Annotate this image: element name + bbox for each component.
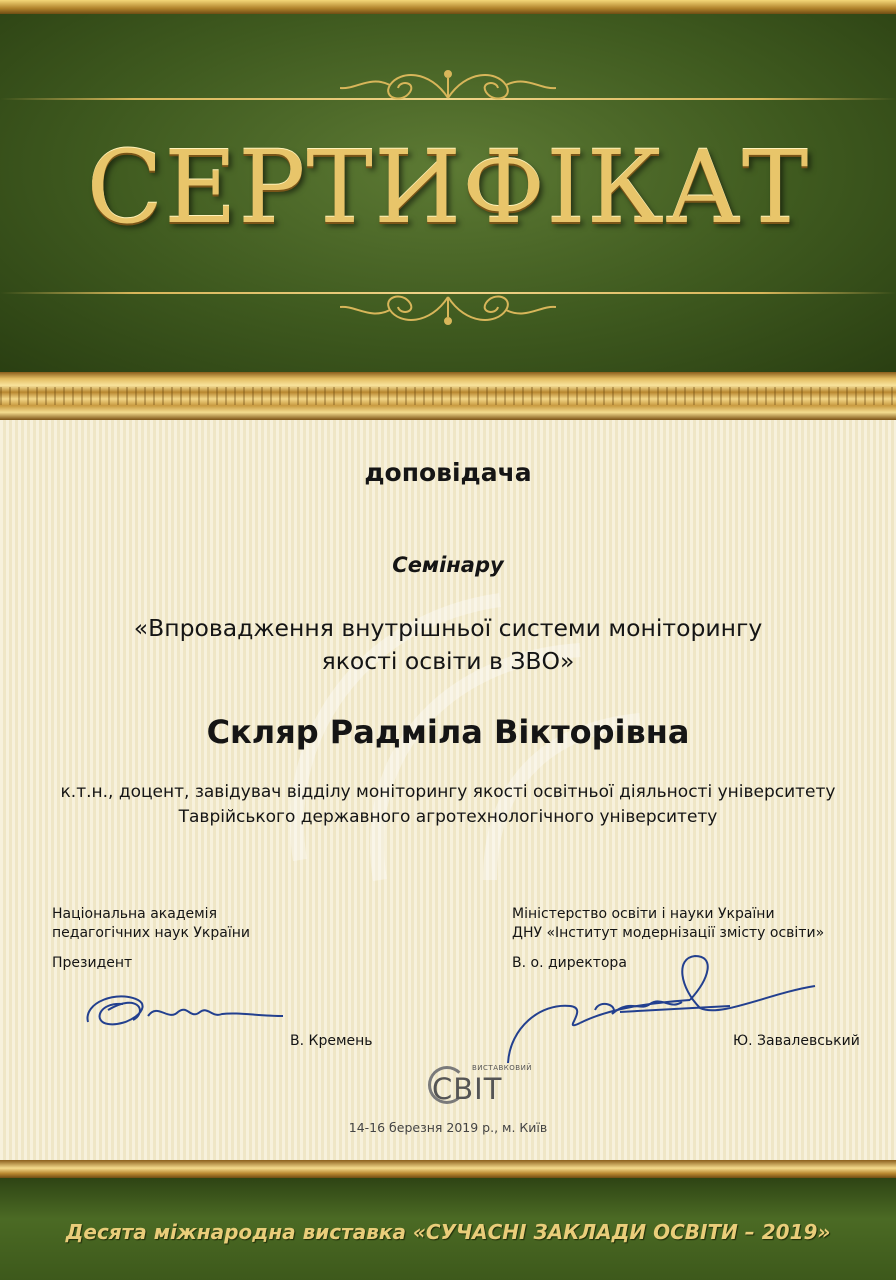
right-org-line: ДНУ «Інститут модернізації змісту освіти»: [512, 925, 825, 941]
right-organization: [512, 905, 824, 943]
left-organization: [52, 905, 250, 943]
left-org-line: педагогічних наук України: [52, 925, 250, 941]
position-line: к.т.н., доцент, завідувач відділу моніторингу якості освітньої діяльності університету: [60, 782, 836, 802]
seminar-title-line: якості освіти в ЗВО»: [321, 647, 575, 675]
recipient-position: [0, 780, 896, 830]
seminar-label: Семінару: [392, 553, 504, 577]
certificate-title: СЕРТИФІКАТ: [86, 129, 810, 246]
top-gold-border: [0, 0, 896, 14]
event-date: 14-16 березня 2019 р., м. Київ: [348, 1120, 548, 1135]
recipient-role: доповідача: [364, 458, 532, 487]
left-signer-name: В. Кремень: [290, 1033, 373, 1049]
recipient-name: Скляр Радміла Вікторівна: [206, 713, 690, 751]
certificate-header: [0, 0, 896, 372]
ornament-bottom-icon: [340, 285, 556, 335]
ornament-top-icon: [340, 60, 556, 110]
exhibition-logo: [428, 1062, 533, 1108]
left-signature-icon: [78, 982, 288, 1042]
logo-big-text: СВІТ: [432, 1072, 503, 1106]
right-signer-role: В. о. директора: [512, 955, 627, 971]
right-org-line: Міністерство освіти і науки України: [512, 906, 775, 922]
footer-text: Десята міжнародна виставка «СУЧАСНІ ЗАКЛАДИ ОСВІТИ – 2019»: [65, 1220, 831, 1244]
left-org-line: Національна академія: [52, 906, 217, 922]
logo-small-text: ВИСТАВКОВИЙ: [472, 1064, 533, 1072]
right-signer-name: Ю. Завалевський: [733, 1033, 860, 1049]
position-line: Таврійського державного агротехнологічного університету: [178, 807, 718, 827]
gold-chain-pattern: [0, 387, 896, 405]
seminar-title: [0, 612, 896, 678]
bottom-gold-border: [0, 1160, 896, 1178]
seminar-title-line: «Впровадження внутрішньої системи моніторингу: [133, 614, 763, 642]
left-signer-role: Президент: [52, 955, 133, 971]
